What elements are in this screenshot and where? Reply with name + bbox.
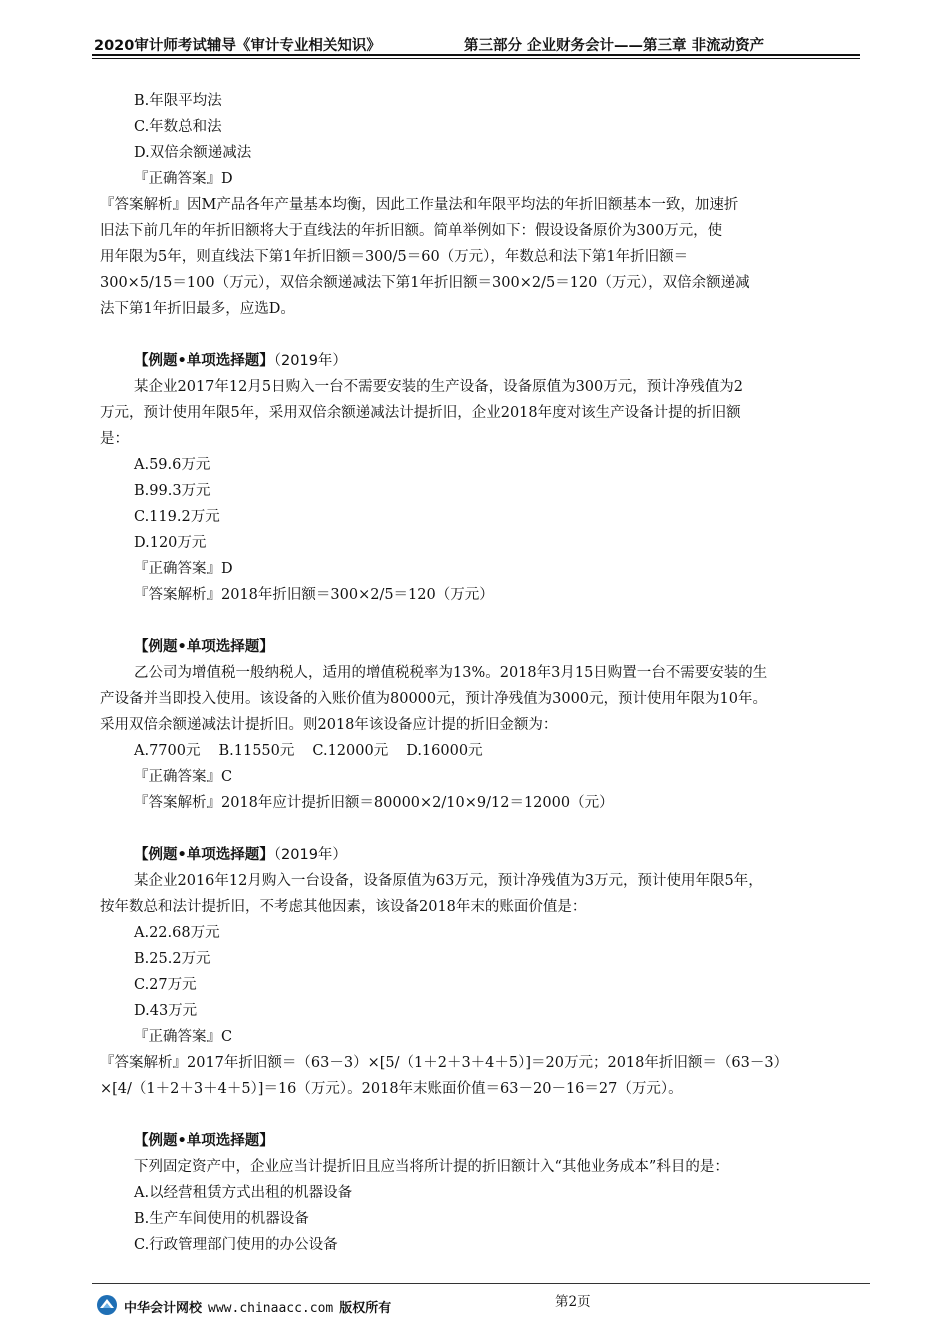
option: A.以经营租赁方式出租的机器设备 (134, 1185, 353, 1201)
correct-answer: 『正确答案』C (134, 1029, 233, 1045)
question-label: 【例题•单项选择题】 (134, 847, 274, 863)
analysis-line: 『答案解析』因M产品各年产量基本均衡，因此工作量法和年限平均法的年折旧额基本一致，加速折 (100, 197, 739, 213)
correct-answer: 『正确答案』D (134, 171, 233, 187)
question-stem: 某企业2016年12月购入一台设备，设备原值为63万元，预计净残值为3万元，预计使用年限5年， (134, 873, 763, 889)
analysis-line: 300×5/15＝100（万元），双倍余额递减法下第1年折旧额＝300×2/5＝120（万元），双倍余额递减 (100, 275, 750, 291)
analysis-line: 『答案解析』2017年折旧额＝（63－3）×[5/（1＋2＋3＋4＋5）]＝20万元；2018年折旧额＝（63－3） (100, 1055, 789, 1071)
option: A.22.68万元 (134, 925, 220, 941)
page-number: 第2页 (555, 1294, 591, 1310)
option: D.120万元 (134, 535, 207, 551)
question-year: （2019年） (273, 847, 347, 863)
analysis-line: 『答案解析』2018年应计提折旧额＝80000×2/10×9/12＝12000（元） (134, 795, 614, 811)
question-label: 【例题•单项选择题】 (134, 353, 274, 369)
option: D.双倍余额递减法 (134, 145, 252, 161)
copyright: 版权所有 (339, 1301, 392, 1316)
option: C.119.2万元 (134, 509, 220, 525)
question-heading (100, 634, 860, 660)
option: D.16000元 (406, 743, 483, 759)
question-year: （2019年） (273, 353, 347, 369)
correct-answer: 『正确答案』C (134, 769, 233, 785)
option: C.27万元 (134, 977, 197, 993)
header-rule-thin (92, 58, 860, 59)
option: B.生产车间使用的机器设备 (134, 1211, 309, 1227)
brand-name: 中华会计网校 (124, 1301, 203, 1316)
option: C.12000元 (312, 743, 389, 759)
option: B.年限平均法 (134, 93, 222, 109)
option: B.11550元 (218, 743, 295, 759)
options-inline (100, 738, 860, 764)
analysis-line: 旧法下前几年的年折旧额将大于直线法的年折旧额。简单举例如下：假设设备原价为300万元，使 (100, 223, 723, 239)
question-heading (100, 842, 860, 868)
header-section: 第三部分 企业财务会计——第三章 非流动资产 (464, 38, 765, 54)
footer-rule (92, 1283, 870, 1284)
question-label: 【例题•单项选择题】 (134, 639, 274, 655)
analysis-line: ×[4/（1＋2＋3＋4＋5）]＝16（万元）。2018年末账面价值＝63－20－16＝27（万元）。 (100, 1081, 683, 1097)
option: B.25.2万元 (134, 951, 211, 967)
option: A.59.6万元 (134, 457, 211, 473)
question-stem: 产设备并当即投入使用。该设备的入账价值为80000元，预计净残值为3000元，预计使用年限为10年。 (100, 691, 767, 707)
document-body (100, 88, 860, 1258)
option: B.99.3万元 (134, 483, 211, 499)
option: C.年数总和法 (134, 119, 222, 135)
question-stem: 某企业2017年12月5日购入一台不需要安装的生产设备，设备原值为300万元，预计净残值为2 (134, 379, 743, 395)
question-label: 【例题•单项选择题】 (134, 1133, 274, 1149)
header-title: 2020审计师考试辅导《审计专业相关知识》 (94, 38, 381, 54)
question-stem: 是： (100, 431, 129, 447)
question-heading (100, 348, 860, 374)
analysis-line: 法下第1年折旧最多，应选D。 (100, 301, 295, 317)
question-stem: 按年数总和法计提折旧，不考虑其他因素，该设备2018年末的账面价值是： (100, 899, 587, 915)
option: D.43万元 (134, 1003, 198, 1019)
question-heading (100, 1128, 860, 1154)
analysis-line: 用年限为5年，则直线法下第1年折旧额＝300/5＝60（万元），年数总和法下第1年折旧额＝ (100, 249, 689, 265)
correct-answer: 『正确答案』D (134, 561, 233, 577)
question-stem: 万元，预计使用年限5年，采用双倍余额递减法计提折旧，企业2018年度对该生产设备计提的折旧额 (100, 405, 741, 421)
option: A.7700元 (134, 743, 201, 759)
footer-brand (124, 1297, 391, 1316)
option: C.行政管理部门使用的办公设备 (134, 1237, 338, 1253)
header-rule (92, 54, 860, 56)
chinaacc-logo-icon (96, 1294, 118, 1316)
question-stem: 乙公司为增值税一般纳税人，适用的增值税税率为13%。2018年3月15日购置一台不需要安装的生 (134, 665, 768, 681)
page-header (92, 30, 860, 56)
site-url[interactable]: www.chinaacc.com (208, 1301, 334, 1316)
question-stem: 采用双倍余额递减法计提折旧。则2018年该设备应计提的折旧金额为： (100, 717, 558, 733)
question-stem: 下列固定资产中，企业应当计提折旧且应当将所计提的折旧额计入“其他业务成本”科目的是： (134, 1159, 729, 1175)
analysis-line: 『答案解析』2018年折旧额＝300×2/5＝120（万元） (134, 587, 494, 603)
